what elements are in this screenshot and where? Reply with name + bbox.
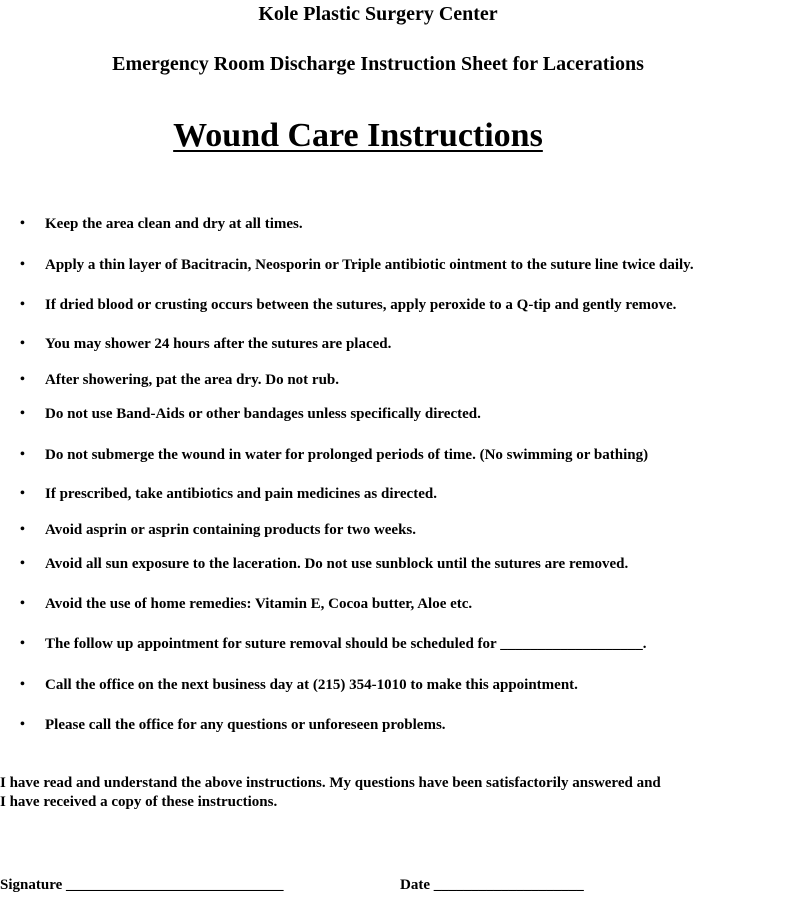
bullet-icon: • [20,522,25,537]
bullet-icon: • [20,406,25,421]
bullet-icon: • [20,486,25,501]
list-item [0,594,790,614]
list-item [0,554,790,574]
organization-name: Kole Plastic Surgery Center [258,3,498,25]
page-title: Wound Care Instructions [173,117,543,154]
bullet-icon: • [20,257,25,272]
acknowledgement-statement [0,774,661,812]
list-item [0,445,790,465]
date-field[interactable]: Date ____________________ [400,877,584,893]
list-item [0,404,790,424]
list-item [0,634,790,654]
instruction-text: After showering, pat the area dry. Do not rub. [45,372,340,388]
acknowledgement-line: I have read and understand the above instructions. My questions have been satisfactorily answered and [0,775,661,791]
list-item [0,214,790,234]
list-item [0,255,790,275]
instruction-text: Please call the office for any questions or unforeseen problems. [45,717,446,733]
list-item [0,715,790,735]
bullet-icon: • [20,717,25,732]
instruction-text: The follow up appointment for suture removal should be scheduled for ___________________. [45,636,647,652]
bullet-icon: • [20,596,25,611]
bullet-icon: • [20,216,25,231]
instruction-text: If dried blood or crusting occurs between the sutures, apply peroxide to a Q-tip and gently remove. [45,297,677,313]
bullet-icon: • [20,297,25,312]
list-item [0,520,790,540]
bullet-icon: • [20,336,25,351]
list-item [0,675,790,695]
instruction-text: Avoid asprin or asprin containing products for two weeks. [45,522,417,538]
instruction-text: Call the office on the next business day at (215) 354-1010 to make this appointment. [45,677,578,693]
instruction-text: Apply a thin layer of Bacitracin, Neosporin or Triple antibiotic ointment to the suture line twice daily. [45,257,694,273]
acknowledgement-line: I have received a copy of these instructions. [0,794,278,810]
instruction-text: Keep the area clean and dry at all times. [45,216,303,232]
instruction-text: Do not submerge the wound in water for prolonged periods of time. (No swimming or bathing) [45,447,649,463]
bullet-icon: • [20,556,25,571]
instruction-text: You may shower 24 hours after the sutures are placed. [45,336,392,352]
instruction-text: Avoid all sun exposure to the laceration. Do not use sunblock until the sutures are removed. [45,556,629,572]
instruction-text: Do not use Band-Aids or other bandages unless specifically directed. [45,406,481,422]
instruction-text: If prescribed, take antibiotics and pain medicines as directed. [45,486,437,502]
list-item [0,484,790,504]
instruction-text: Avoid the use of home remedies: Vitamin E, Cocoa butter, Aloe etc. [45,596,473,612]
list-item [0,334,790,354]
list-item [0,370,790,390]
bullet-icon: • [20,677,25,692]
bullet-icon: • [20,636,25,651]
signature-field[interactable]: Signature _____________________________ [0,877,284,893]
bullet-icon: • [20,447,25,462]
list-item [0,295,790,315]
document-subtitle: Emergency Room Discharge Instruction Sheet for Lacerations [112,53,644,75]
bullet-icon: • [20,372,25,387]
